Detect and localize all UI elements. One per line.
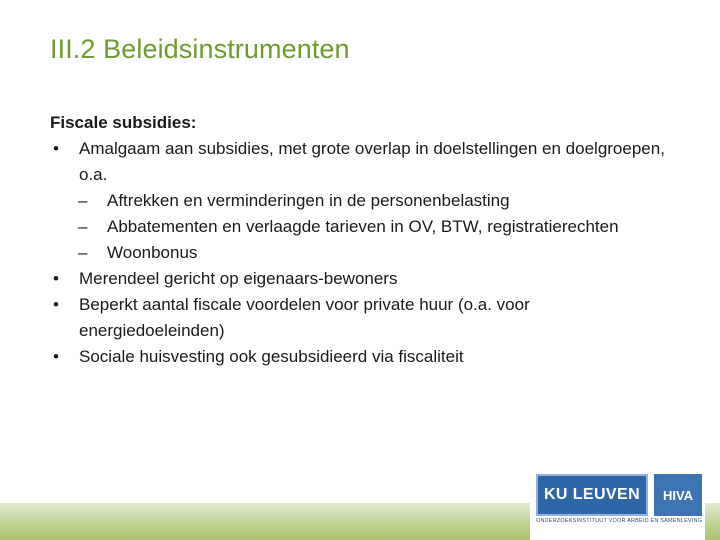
- sub-bullet-item: [50, 214, 670, 240]
- dash-icon: –: [78, 191, 88, 210]
- bullet-text: Beperkt aantal fiscale voordelen voor private huur (o.a. voor energiedoeleinden): [79, 295, 530, 340]
- section-heading: Fiscale subsidies:: [50, 113, 197, 132]
- hiva-logo: HIVA: [654, 474, 702, 516]
- bullet-item: [50, 344, 670, 370]
- bullet-item: [50, 136, 670, 188]
- bullet-icon: •: [53, 269, 59, 288]
- slide-content: [50, 110, 670, 370]
- bullet-item: [50, 266, 670, 292]
- bullet-text: Sociale huisvesting ook gesubsidieerd via fiscaliteit: [79, 347, 464, 366]
- bullet-item: [50, 292, 670, 344]
- bullet-text: Merendeel gericht op eigenaars-bewoners: [79, 269, 398, 288]
- dash-icon: –: [78, 243, 88, 262]
- bullet-icon: •: [53, 347, 59, 366]
- bullet-text: Amalgaam aan subsidies, met grote overlap in doelstellingen en doelgroepen, o.a.: [79, 139, 665, 184]
- sub-bullet-text: Abbatementen en verlaagde tarieven in OV, BTW, registratierechten: [107, 217, 619, 236]
- sub-bullet-text: Woonbonus: [107, 243, 198, 262]
- logo-tagline: ONDERZOEKSINSTITUUT VOOR ARBEID EN SAMENLEVING: [536, 518, 702, 524]
- ku-leuven-logo: KU LEUVEN: [536, 474, 648, 516]
- bullet-icon: •: [53, 295, 59, 314]
- sub-bullet-item: [50, 240, 670, 266]
- slide-title: III.2 Beleidsinstrumenten: [50, 34, 350, 64]
- logo-block: [530, 468, 705, 540]
- sub-bullet-text: Aftrekken en verminderingen in de personenbelasting: [107, 191, 510, 210]
- sub-bullet-item: [50, 188, 670, 214]
- dash-icon: –: [78, 217, 88, 236]
- bullet-icon: •: [53, 139, 59, 158]
